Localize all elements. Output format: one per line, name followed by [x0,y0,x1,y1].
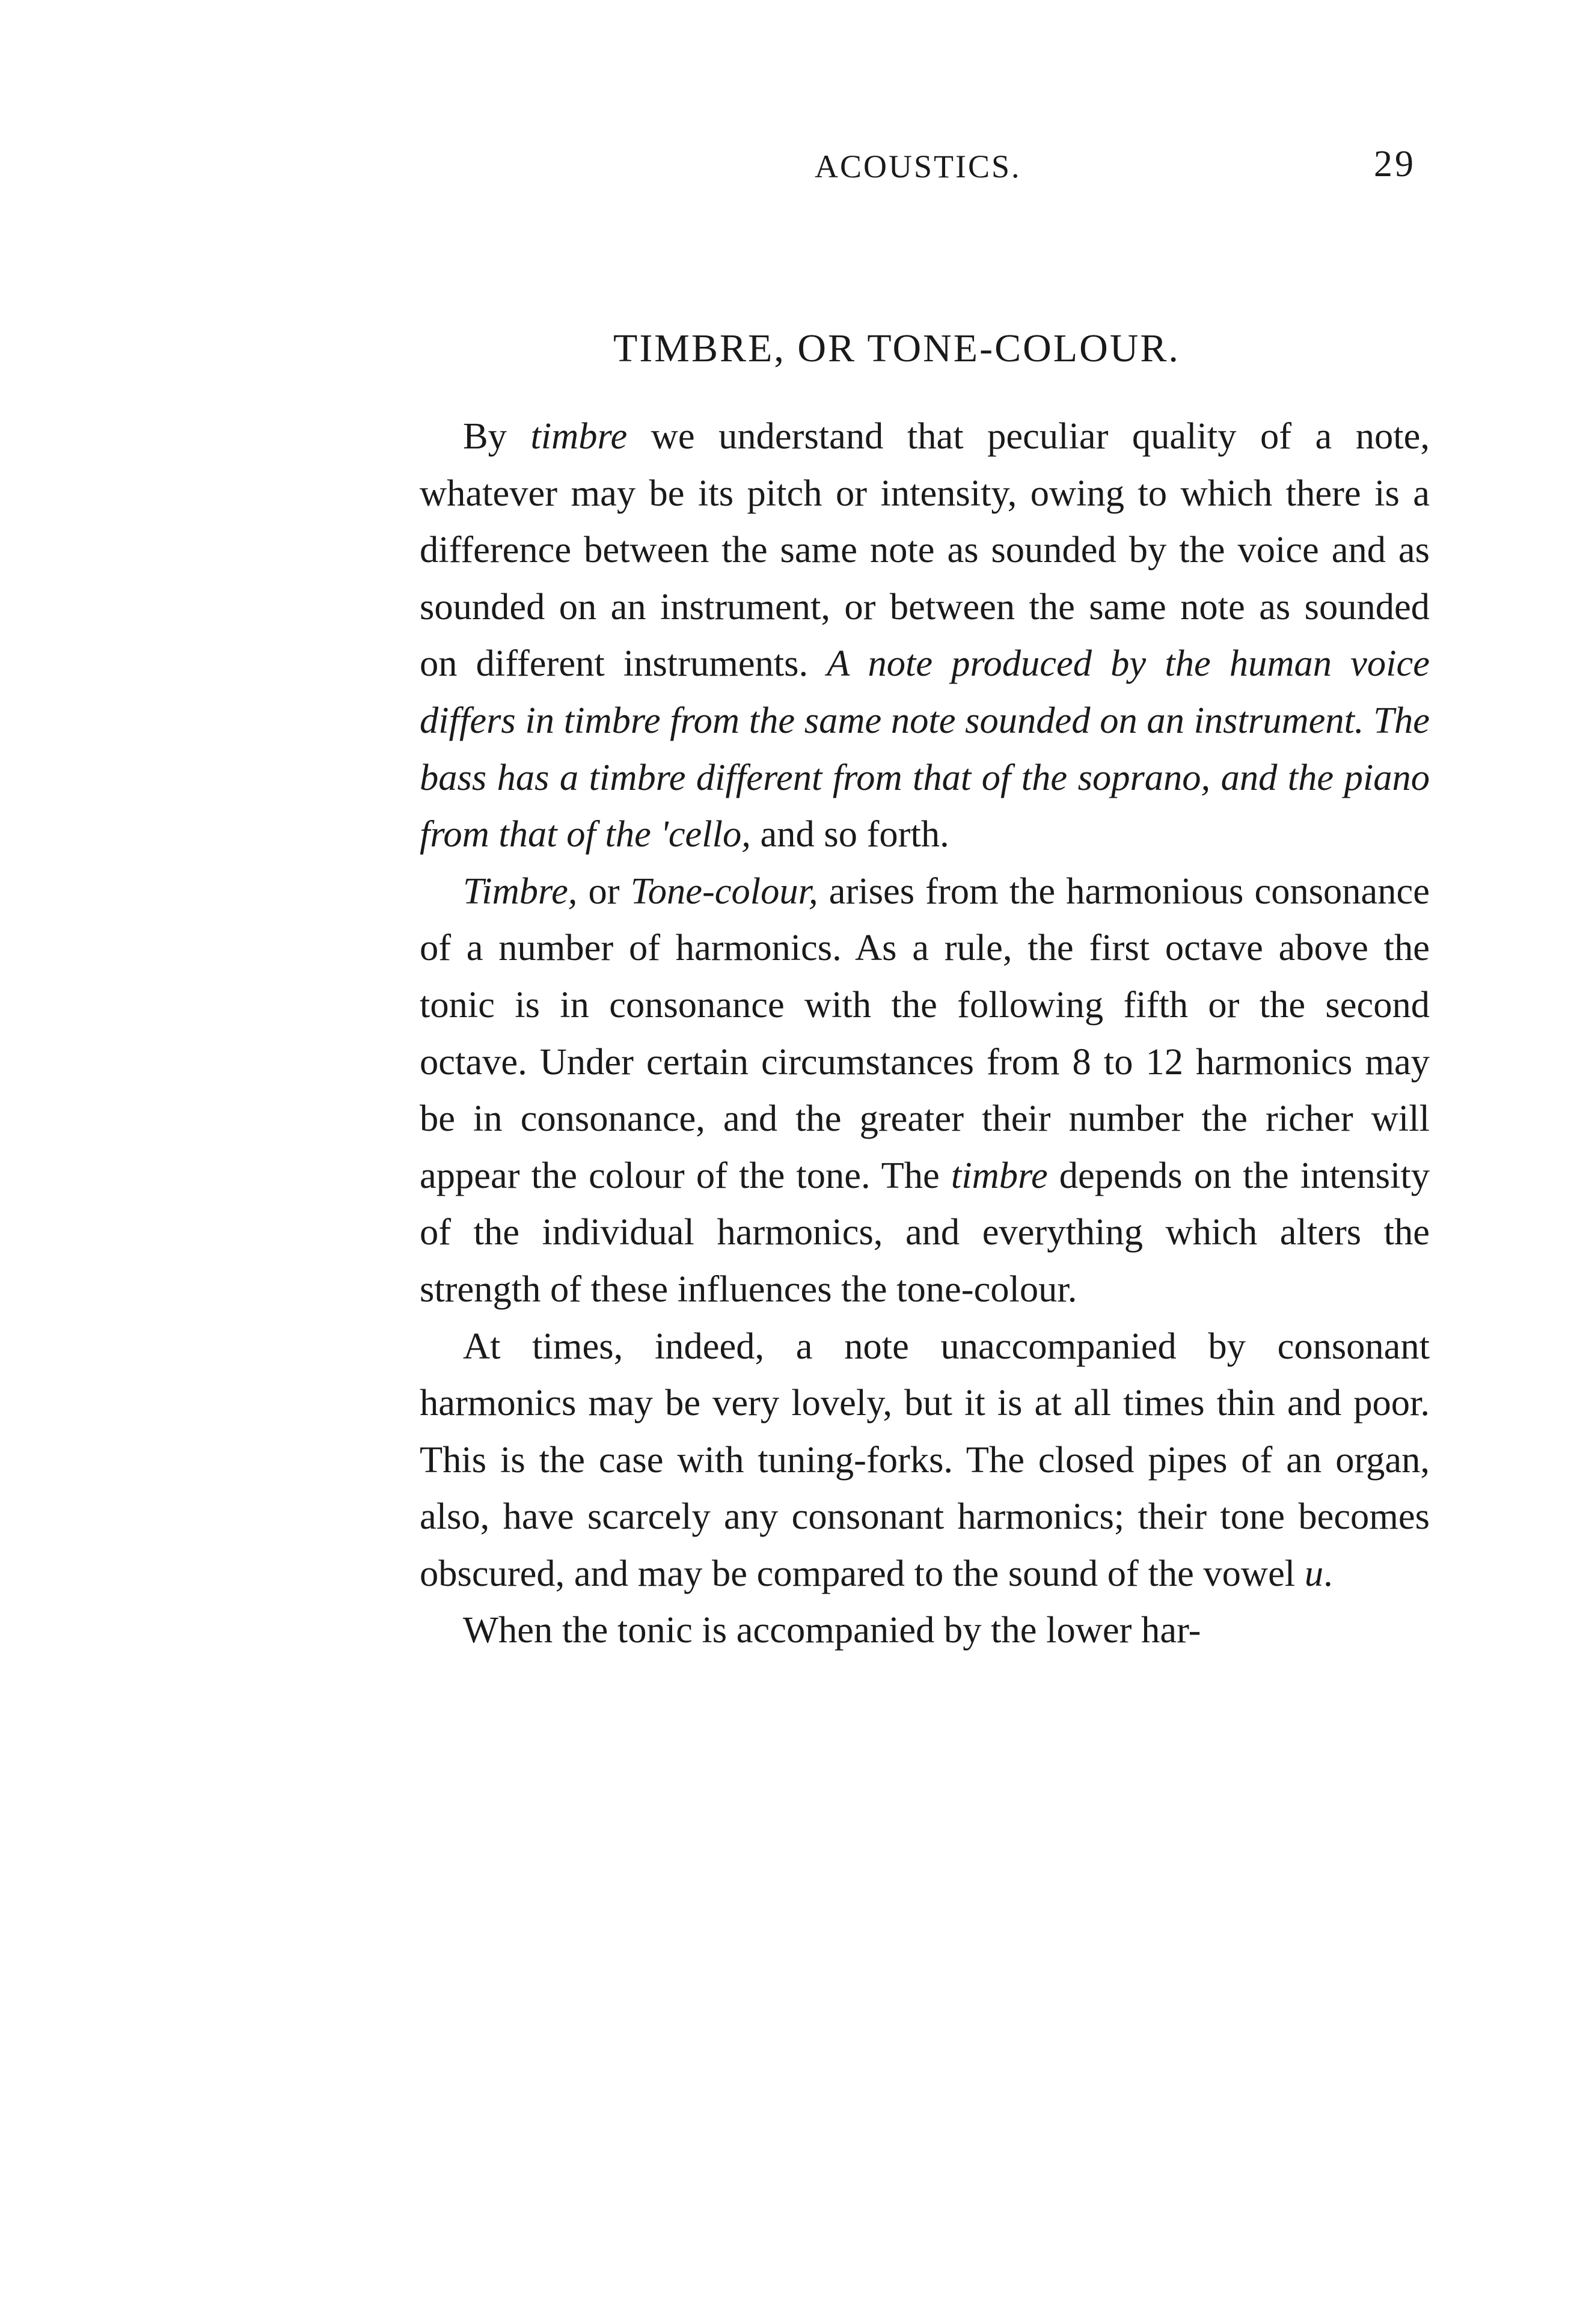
italic-term: Timbre, [463,869,578,912]
text-run: arises from the harmonious consonance of a number of harmonics. As a rule, the first octave above the tonic is in consonance with the following fifth or the second octave. Under certain circumstances from 8 to 12 harmonics may be in consonance, and the greater their number the richer will appear the colour of the tone. The [420,869,1430,1196]
paragraph-4 [420,1601,1430,1659]
paragraph-1 [420,408,1430,863]
body-text [420,408,1430,1659]
text-run: we understand that peculiar quality of a note, whatever may be its pitch or intensity, owing to which there is a difference between the same note as sounded by the voice and as sounded on an instrument, or between the same note as sounded on different instruments. [420,415,1430,685]
italic-term: u [1304,1552,1324,1594]
paragraph-2 [420,863,1430,1318]
text-run: When the tonic is accompanied by the lower har- [463,1609,1201,1651]
text-run: . [1323,1552,1333,1594]
running-head: ACOUSTICS. [815,148,1021,185]
italic-passage: A note produced by the human voice differs in timbre from the same note sounded on an instrument. The bass has a timbre different from that of the soprano, and the piano from that of the 'cello, [420,642,1430,855]
text-run: depends on the intensity of the individual harmonics, and everything which alters the strength of these influences the tone-colour. [420,1154,1430,1310]
text-run: At times, indeed, a note unaccompanied by consonant harmonics may be very lovely, but it is at all times thin and poor. This is the case with tuning-forks. The closed pipes of an organ, also, have scarcely any consonant harmonics; their tone becomes obscured, and may be compared to the sound of the vowel [420,1324,1430,1594]
page-number: 29 [1374,144,1416,185]
paragraph-3 [420,1318,1430,1602]
italic-term: timbre [951,1154,1048,1196]
text-run: By [463,415,531,457]
text-run: and so forth. [750,813,949,855]
italic-term: timbre [530,415,628,457]
italic-term: Tone-colour, [630,869,818,912]
text-run: or [577,869,631,912]
section-title: TIMBRE, OR TONE-COLOUR. [613,326,1180,370]
